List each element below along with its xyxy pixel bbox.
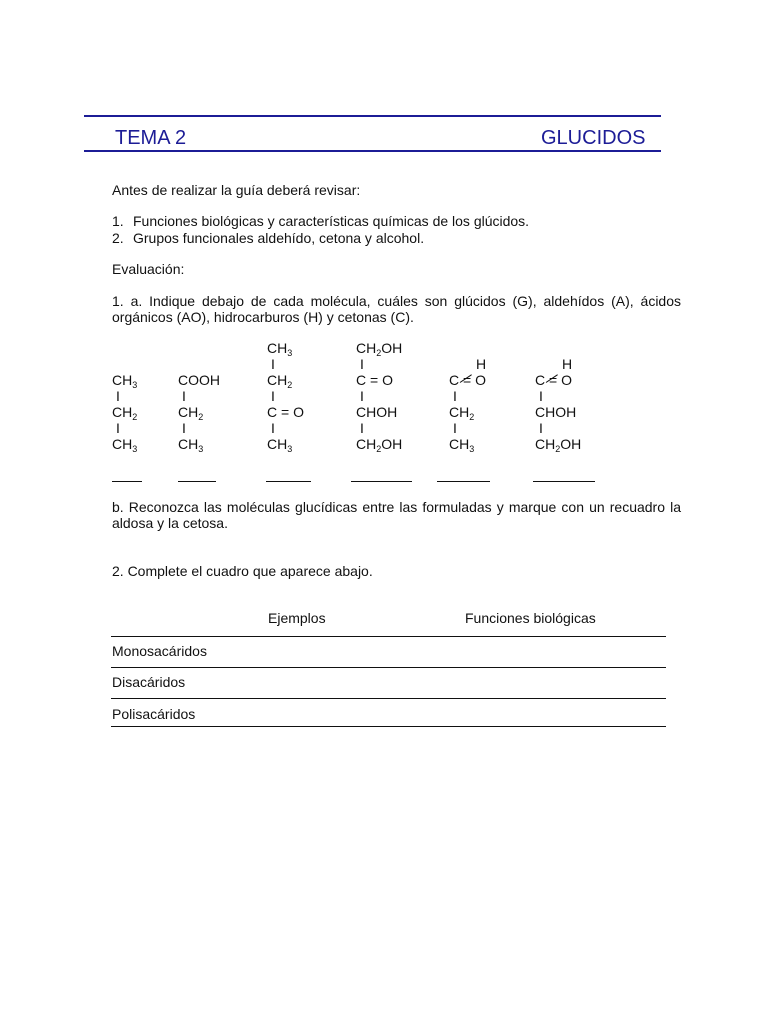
q1a-line-1: 1. a. Indique debajo de cada molécula, cuáles son glúcidos (G), aldehídos (A), ácidos: [112, 293, 681, 309]
table-row-label: Disacáridos: [112, 674, 186, 690]
answer-blank-1[interactable]: [112, 481, 142, 482]
tema-label: TEMA 2: [115, 127, 187, 149]
answer-blank-5[interactable]: [437, 481, 490, 482]
evaluation-label: Evaluación:: [112, 261, 185, 277]
table-rule: [111, 667, 666, 668]
intro-text: Antes de realizar la guía deberá revisar:: [112, 182, 361, 198]
table-header-functions: Funciones biológicas: [465, 610, 596, 626]
table-rule: [111, 698, 666, 699]
q1b-line-2: aldosa y la cetosa.: [112, 515, 228, 531]
table-row-label: Monosacáridos: [112, 643, 207, 659]
header-top-rule: [84, 115, 661, 117]
q1b-line-1: b. Reconozca las moléculas glucídicas entre las formuladas y marque con un recuadro la: [112, 499, 681, 515]
answer-blank-6[interactable]: [533, 481, 595, 482]
review-item-2-text: Grupos funcionales aldehído, cetona y alcohol.: [133, 230, 425, 246]
q1a-line-2: orgánicos (AO), hidrocarburos (H) y cetonas (C).: [112, 309, 414, 325]
table-rule: [111, 636, 666, 637]
table-rule: [111, 726, 666, 727]
answer-blank-2[interactable]: [178, 481, 216, 482]
review-item-2-num: 2.: [112, 230, 124, 246]
header-bottom-rule: [84, 150, 661, 152]
answer-blank-4[interactable]: [351, 481, 412, 482]
page-title: GLUCIDOS: [541, 127, 646, 149]
answer-blank-3[interactable]: [266, 481, 311, 482]
q2-text: 2. Complete el cuadro que aparece abajo.: [112, 563, 373, 579]
review-item-1-text: Funciones biológicas y características químicas de los glúcidos.: [133, 213, 530, 229]
table-header-examples: Ejemplos: [268, 610, 326, 626]
table-row-label: Polisacáridos: [112, 706, 196, 722]
review-item-1-num: 1.: [112, 213, 124, 229]
